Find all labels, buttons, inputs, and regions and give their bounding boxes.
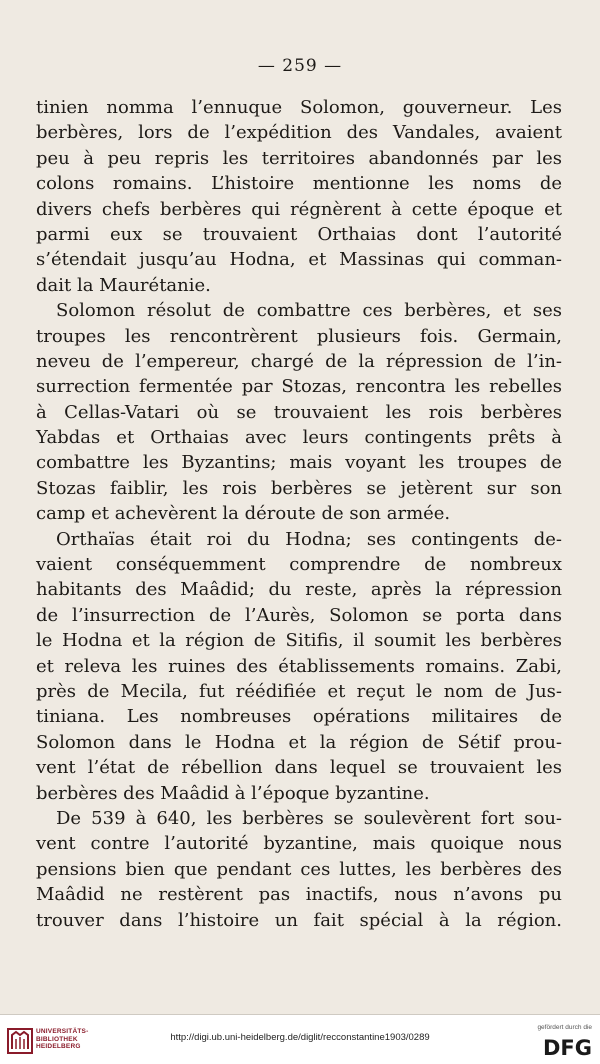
permalink-url[interactable]: http://digi.ub.uni-heidelberg.de/diglit/recconstantine1903/0289 xyxy=(170,1032,430,1043)
text-line: Yabdas et Orthaias avec leurs contingents prêts à xyxy=(36,427,562,449)
dfg-logo: DFG xyxy=(542,1036,592,1060)
text-line: Stozas faiblir, les rois berbères se jetèrent sur son xyxy=(36,477,562,499)
text-line: Maâdid ne restèrent pas inactifs, nous n’avons pu xyxy=(36,884,562,906)
text-line: vent contre l’autorité byzantine, mais quoique nous xyxy=(36,833,562,855)
text-line: le Hodna et la région de Sitifis, il soumit les berbères xyxy=(36,630,562,652)
text-line: dait la Maurétanie. xyxy=(36,274,211,296)
sponsor-label: gefördert durch die xyxy=(537,1024,592,1031)
text-line: Solomon dans le Hodna et la région de Sétif prou- xyxy=(36,731,562,753)
text-line: Orthaïas était roi du Hodna; ses contingents de- xyxy=(56,528,562,550)
text-line: tiniana. Les nombreuses opérations militaires de xyxy=(36,706,562,728)
text-line: et releva les ruines des établissements romains. Zabi, xyxy=(36,655,562,677)
text-line: de l’insurrection de l’Aurès, Solomon se porta dans xyxy=(36,604,562,626)
text-line: combattre les Byzantins; mais voyant les troupes de xyxy=(36,452,562,474)
text-line: pensions bien que pendant ces luttes, les berbères des xyxy=(36,858,562,880)
page-number: — 259 — xyxy=(257,56,343,76)
institution-name: UNIVERSITÄTS- BIBLIOTHEK HEIDELBERG xyxy=(36,1028,89,1050)
text-line: berbères, lors de l’expédition des Vandales, avaient xyxy=(36,122,562,144)
text-line: parmi eux se trouvaient Orthaias dont l’autorité xyxy=(36,223,562,245)
text-line: camp et achevèrent la déroute de son armée. xyxy=(36,503,451,525)
text-line: vent l’état de rébellion dans lequel se trouvaient les xyxy=(36,757,562,779)
text-line: colons romains. L’histoire mentionne les noms de xyxy=(36,173,562,195)
body-text xyxy=(36,95,562,933)
text-line: à Cellas-Vatari où se trouvaient les rois berbères xyxy=(36,401,562,423)
text-line: s’étendait jusqu’au Hodna, et Massinas qui comman- xyxy=(36,249,562,271)
text-line: vaient conséquemment comprendre de nombreux xyxy=(36,554,562,576)
text-line: neveu de l’empereur, chargé de la répression de l’in- xyxy=(36,350,562,372)
text-line: peu à peu repris les territoires abandonnés par les xyxy=(36,147,562,169)
text-line: Solomon résolut de combattre ces berbères, et ses xyxy=(56,300,562,322)
text-line: près de Mecila, fut réédifiée et reçut le nom de Jus- xyxy=(36,680,562,702)
text-line: tinien nomma l’ennuque Solomon, gouverneur. Les xyxy=(36,97,562,118)
viewer-footer xyxy=(0,1014,600,1064)
text-line: troupes les rencontrèrent plusieurs fois. Germain, xyxy=(36,325,562,347)
text-line: divers chefs berbères qui régnèrent à cette époque et xyxy=(36,198,562,220)
text-line: trouver dans l’histoire un fait spécial à la région. xyxy=(36,909,562,931)
text-line: habitants des Maâdid; du reste, après la répression xyxy=(36,579,562,601)
text-line: surrection fermentée par Stozas, rencontra les rebelles xyxy=(36,376,562,398)
text-line: berbères des Maâdid à l’époque byzantine. xyxy=(36,782,430,804)
text-line: De 539 à 640, les berbères se soulevèrent fort sou- xyxy=(56,807,562,829)
